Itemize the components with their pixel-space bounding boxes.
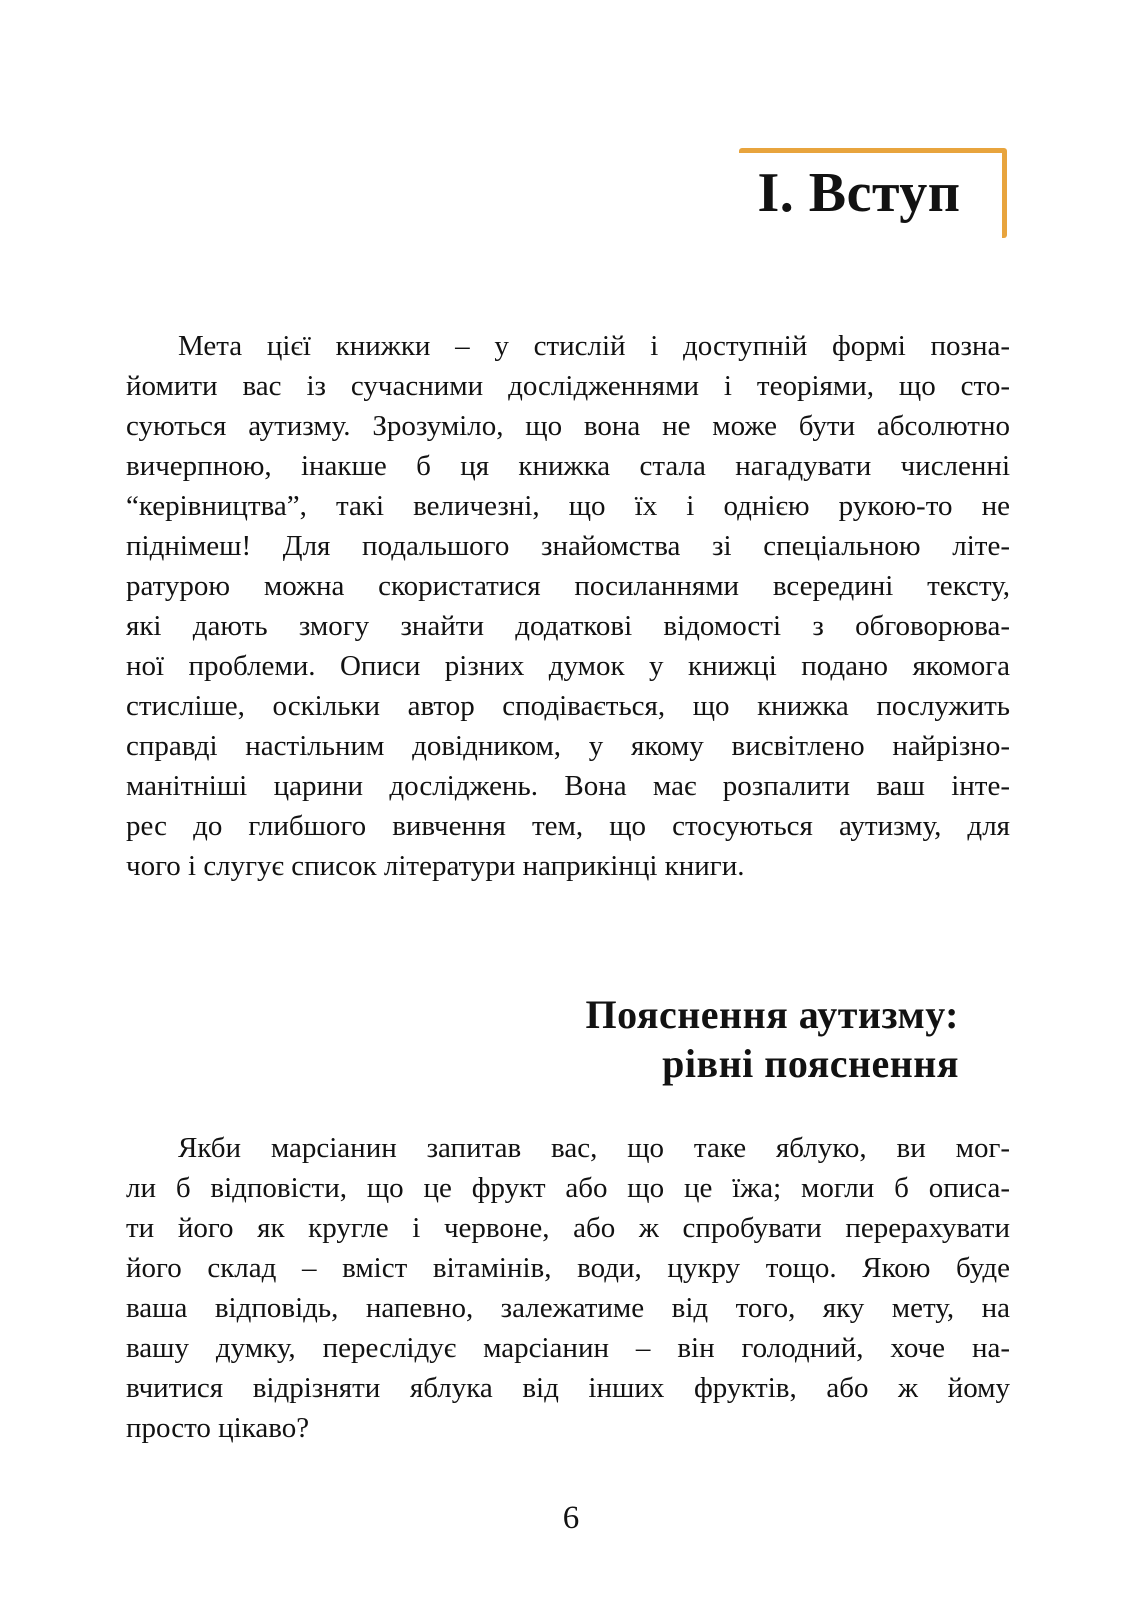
text-line: піднімеш! Для подальшого знайомства зі спеціальною літе-	[126, 530, 1010, 562]
text-line: манітніші царини досліджень. Вона має розпалити ваш інте-	[126, 770, 1010, 802]
text-line: ваша відповідь, напевно, залежатиме від того, яку мету, на	[126, 1292, 1010, 1324]
chapter-title: І. Вступ	[757, 162, 961, 224]
page-number: 6	[562, 1500, 580, 1536]
section-heading-line: Пояснення аутизму:	[585, 992, 959, 1037]
text-line: Мета цієї книжки – у стислій і доступній формі позна-	[178, 330, 1010, 362]
paragraph-martian	[126, 1128, 1010, 1448]
text-line: вашу думку, переслідує марсіанин – він голодний, хоче на-	[126, 1332, 1010, 1364]
text-line: “керівництва”, такі величезні, що їх і однією рукою-то не	[126, 490, 1010, 522]
text-line: суються аутизму. Зрозуміло, що вона не може бути абсолютно	[126, 410, 1010, 442]
text-line: ної проблеми. Описи різних думок у книжці подано якомога	[126, 650, 1010, 682]
text-line: просто цікаво?	[126, 1412, 310, 1444]
text-line: його склад – вміст вітамінів, води, цукру тощо. Якою буде	[126, 1252, 1010, 1284]
text-line: ли б відповісти, що це фрукт або що це їжа; могли б описа-	[126, 1172, 1010, 1204]
text-line: Якби марсіанин запитав вас, що таке яблуко, ви мог-	[178, 1132, 1010, 1164]
section-heading	[126, 990, 959, 1088]
text-line: справді настільним довідником, у якому висвітлено найрізно-	[126, 730, 1010, 762]
text-line: чого і слугує список літератури наприкінці книги.	[126, 850, 745, 882]
text-line: ти його як кругле і червоне, або ж спробувати перерахувати	[126, 1212, 1010, 1244]
text-line: стисліше, оскільки автор сподівається, що книжка послужить	[126, 690, 1010, 722]
text-line: які дають змогу знайти додаткові відомості з обговорюва-	[126, 610, 1010, 642]
text-line: вчитися відрізняти яблука від інших фруктів, або ж йому	[126, 1372, 1010, 1404]
text-line: рес до глибшого вивчення тем, що стосуються аутизму, для	[126, 810, 1010, 842]
section-heading-line: рівні пояснення	[662, 1041, 959, 1086]
text-line: йомити вас із сучасними дослідженнями і теоріями, що сто-	[126, 370, 1010, 402]
text-line: ратурою можна скористатися посиланнями всередині тексту,	[126, 570, 1010, 602]
paragraph-intro	[126, 326, 1010, 886]
text-line: вичерпною, інакше б ця книжка стала нагадувати численні	[126, 450, 1010, 482]
